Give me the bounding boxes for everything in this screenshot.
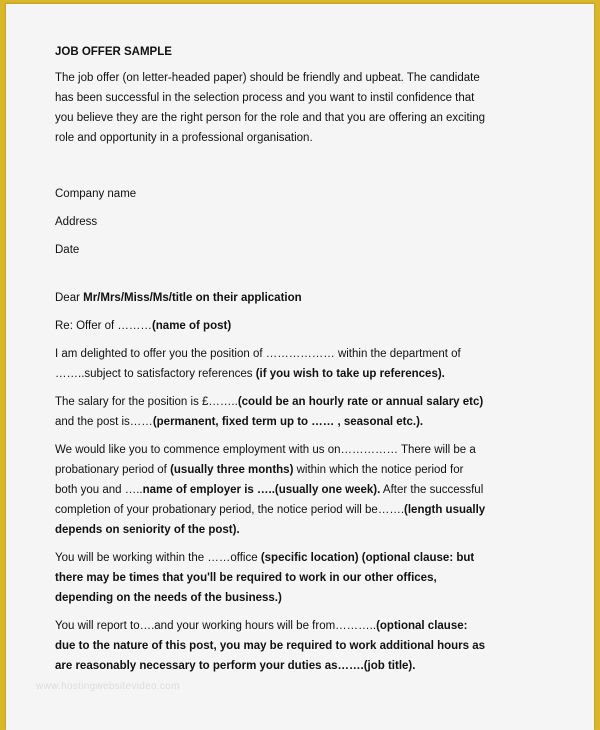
document-title: JOB OFFER SAMPLE [55,46,172,58]
bold-span: (job title). [363,660,416,672]
paragraph-line: We would like you to commence employment with us on…………… There will be a [55,444,476,456]
intro-line: role and opportunity in a professional organisation. [55,132,313,144]
paragraph-line: depending on the needs of the business.) [55,592,282,604]
bold-span: (specific location) (optional clause: but [260,552,475,564]
paragraph-line [55,656,555,676]
paragraph-line [55,412,555,432]
salutation-prefix: Dear [55,292,84,304]
intro-line: The job offer (on letter-headed paper) should be friendly and upbeat. The candidate [55,72,480,84]
bold-span: (optional clause: [376,620,468,632]
text-span: ……..subject to satisfactory references [55,368,256,380]
paragraph-line [55,460,555,480]
text-span: The salary for the position is £…….. [55,396,238,408]
bold-span: (length usually [404,504,486,516]
document-page [6,4,594,730]
intro-paragraph [55,68,555,148]
paragraph-line: due to the nature of this post, you may be required to work additional hours as [55,640,486,652]
paragraph-line [55,480,555,500]
paragraph-line: I am delighted to offer you the position of ……………… within the department of [55,348,461,360]
text-span: and the post is…… [55,416,153,428]
text-span: probationary period of [55,464,171,476]
salutation-name: Mr/Mrs/Miss/Ms/title on their application [83,292,302,304]
letter-content [55,42,555,676]
subject-line [55,316,555,336]
paragraph-line: depends on seniority of the post). [55,524,240,536]
paragraph-line: there may be times that you'll be required to work in our other offices, [55,572,437,584]
text-span: both you and ….. [55,484,143,496]
bold-span: (usually three months) [170,464,294,476]
paragraph-location [55,548,555,608]
bold-span: (permanent, fixed term up to …… , seasonal etc.). [152,416,424,428]
date-field: Date [55,244,80,256]
paragraph-offer [55,344,555,384]
paragraph-line [55,392,555,412]
paragraph-line [55,364,555,384]
paragraph-probation [55,440,555,540]
address-field: Address [55,216,98,228]
paragraph-line [55,500,555,520]
text-span: You will report to….and your working hours will be from……….. [55,620,377,632]
text-span: completion of your probationary period, the notice period will be……. [55,504,405,516]
text-span: within which the notice period for [293,464,464,476]
text-span: You will be working within the ……office [55,552,261,564]
subject-post: (name of post) [151,320,232,332]
bold-span: (could be an hourly rate or annual salary etc) [237,396,484,408]
salutation [55,288,555,308]
paragraph-line [55,548,555,568]
intro-line: you believe they are the right person for the role and that you are offering an exciting [55,112,486,124]
text-span: After the successful [380,484,484,496]
paragraph-hours [55,616,555,676]
company-name-field: Company name [55,188,137,200]
bold-span: name of employer is …..(usually one week). [142,484,381,496]
paragraph-salary [55,392,555,432]
paragraph-line [55,616,555,636]
bold-span: (if you wish to take up references). [255,368,445,380]
subject-prefix: Re: Offer of ……… [55,320,152,332]
intro-line: has been successful in the selection process and you want to instil confidence that [55,92,475,104]
bold-span: are reasonably necessary to perform your duties as……. [55,660,364,672]
watermark-text: www.hostingwebsitevideo.com [36,681,180,692]
